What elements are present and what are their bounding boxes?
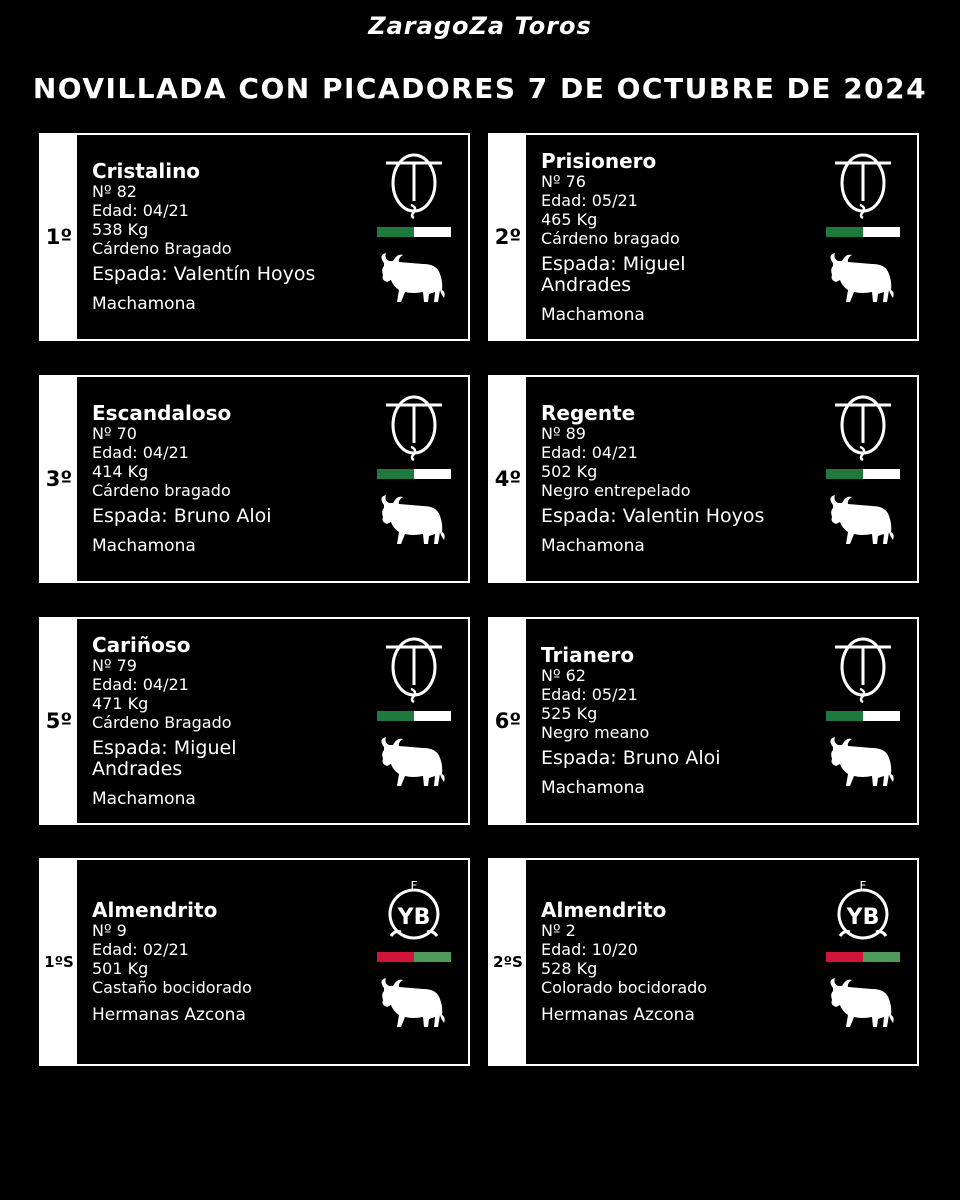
bull-coat: Negro entrepelado [541, 481, 691, 500]
bull-name: Regente [541, 401, 636, 425]
bull-number: Nº 2 [541, 921, 576, 940]
ranch-logo-group [376, 637, 452, 791]
bull-coat: Cárdeno Bragado [92, 712, 232, 732]
bull-number: Nº 62 [541, 666, 586, 685]
ranch-colors-flag [826, 711, 900, 721]
matador-label: Espada: Bruno Aloi [92, 505, 272, 527]
order-label: 1º [41, 135, 77, 339]
bull-age: Edad: 04/21 [92, 443, 189, 462]
bull-card [488, 617, 919, 825]
ranch-logo-group [825, 395, 901, 549]
matador-label: Espada: Bruno Aloi [541, 747, 721, 769]
machamona-brand-icon [833, 637, 893, 703]
machamona-brand-icon [833, 395, 893, 461]
bull-name: Trianero [541, 643, 635, 667]
bull-icon [376, 976, 452, 1032]
bull-number: Nº 9 [92, 921, 127, 940]
bull-info [526, 619, 917, 823]
bull-icon [825, 735, 901, 791]
svg-text:YB: YB [846, 905, 880, 930]
order-label: 3º [41, 377, 77, 581]
bull-age: Edad: 04/21 [92, 201, 189, 220]
ranch-colors-flag [826, 227, 900, 237]
ranch-name: Machamona [541, 778, 645, 798]
bull-weight: 525 Kg [541, 704, 598, 723]
bull-info [77, 860, 468, 1064]
bull-card [39, 375, 470, 583]
bull-icon [376, 251, 452, 307]
ranch-colors-flag [826, 952, 900, 962]
order-label: 1ºS [41, 860, 77, 1064]
bull-name: Cristalino [92, 159, 201, 183]
ranch-colors-flag [377, 711, 451, 721]
bull-coat: Cárdeno bragado [541, 228, 680, 248]
svg-text:F: F [859, 879, 867, 893]
bull-card [39, 133, 470, 341]
order-label: 6º [490, 619, 526, 823]
bull-info [77, 377, 468, 581]
bull-weight: 465 Kg [541, 209, 598, 229]
bull-age: Edad: 05/21 [541, 685, 638, 704]
svg-text:YB: YB [397, 905, 431, 930]
ranch-colors-flag [377, 469, 451, 479]
bull-coat: Cárdeno Bragado [92, 239, 232, 258]
matador-label: Espada: Miguel Andrades [92, 736, 237, 780]
bull-icon [376, 735, 452, 791]
bull-info [77, 619, 468, 823]
machamona-brand-icon [384, 637, 444, 703]
matador-label: Espada: Valentín Hoyos [92, 263, 316, 285]
machamona-brand-icon [833, 153, 893, 219]
bull-coat: Castaño bocidorado [92, 978, 252, 997]
bull-number: Nº 79 [92, 655, 137, 675]
bull-icon [825, 976, 901, 1032]
bull-weight: 502 Kg [541, 462, 598, 481]
bull-name: Escandaloso [92, 401, 232, 425]
ranch-name: Machamona [92, 536, 196, 556]
bull-age: Edad: 04/21 [541, 443, 638, 462]
bull-icon [825, 251, 901, 307]
matador-label: Espada: Valentin Hoyos [541, 505, 765, 527]
azcona-brand-icon [830, 878, 896, 944]
machamona-brand-icon [384, 395, 444, 461]
bull-info [77, 135, 468, 339]
bull-age: Edad: 04/21 [92, 674, 189, 694]
order-label: 2º [490, 135, 526, 339]
bull-card [488, 133, 919, 341]
ranch-colors-flag [826, 469, 900, 479]
ranch-colors-flag [377, 952, 451, 962]
ranch-name: Machamona [541, 536, 645, 556]
ranch-logo-group [825, 153, 901, 307]
ranch-name: Machamona [92, 788, 196, 809]
ranch-logo-group [376, 878, 452, 1032]
bull-card [488, 375, 919, 583]
bull-weight: 538 Kg [92, 220, 149, 239]
bull-weight: 471 Kg [92, 693, 149, 713]
bull-card [488, 858, 919, 1066]
bull-coat: Colorado bocidorado [541, 978, 708, 997]
ranch-name: Hermanas Azcona [92, 1005, 246, 1025]
bull-info [526, 135, 917, 339]
brand-logo: ZaragoZa Toros [368, 12, 592, 40]
order-label: 2ºS [490, 860, 526, 1064]
bull-name: Almendrito [541, 898, 667, 922]
bull-name: Almendrito [92, 898, 218, 922]
ranch-logo-group [376, 395, 452, 549]
bull-coat: Negro meano [541, 723, 650, 742]
bull-age: Edad: 02/21 [92, 940, 189, 959]
order-label: 4º [490, 377, 526, 581]
bull-icon [376, 493, 452, 549]
ranch-name: Machamona [541, 304, 645, 325]
bull-number: Nº 70 [92, 424, 137, 443]
ranch-name: Machamona [92, 294, 196, 314]
order-label: 5º [41, 619, 77, 823]
ranch-logo-group [825, 878, 901, 1032]
bull-number: Nº 89 [541, 424, 586, 443]
bull-weight: 414 Kg [92, 462, 149, 481]
bull-weight: 501 Kg [92, 959, 149, 978]
azcona-brand-icon [381, 878, 447, 944]
bull-age: Edad: 05/21 [541, 190, 638, 210]
bull-info [526, 860, 917, 1064]
ranch-colors-flag [377, 227, 451, 237]
bull-name: Cariñoso [92, 632, 191, 657]
bull-icon [825, 493, 901, 549]
ranch-name: Hermanas Azcona [541, 1005, 695, 1025]
bull-card [39, 858, 470, 1066]
svg-text:F: F [410, 879, 418, 893]
bull-card [39, 617, 470, 825]
ranch-logo-group [376, 153, 452, 307]
matador-label: Espada: Miguel Andrades [541, 252, 686, 296]
page-title: NOVILLADA CON PICADORES 7 DE OCTUBRE DE 2024 [32, 72, 928, 105]
machamona-brand-icon [384, 153, 444, 219]
bull-number: Nº 76 [541, 171, 586, 191]
bull-coat: Cárdeno bragado [92, 481, 231, 500]
bull-number: Nº 82 [92, 182, 137, 201]
bull-weight: 528 Kg [541, 959, 598, 978]
bull-name: Prisionero [541, 148, 657, 173]
bull-info [526, 377, 917, 581]
bull-age: Edad: 10/20 [541, 940, 638, 959]
ranch-logo-group [825, 637, 901, 791]
